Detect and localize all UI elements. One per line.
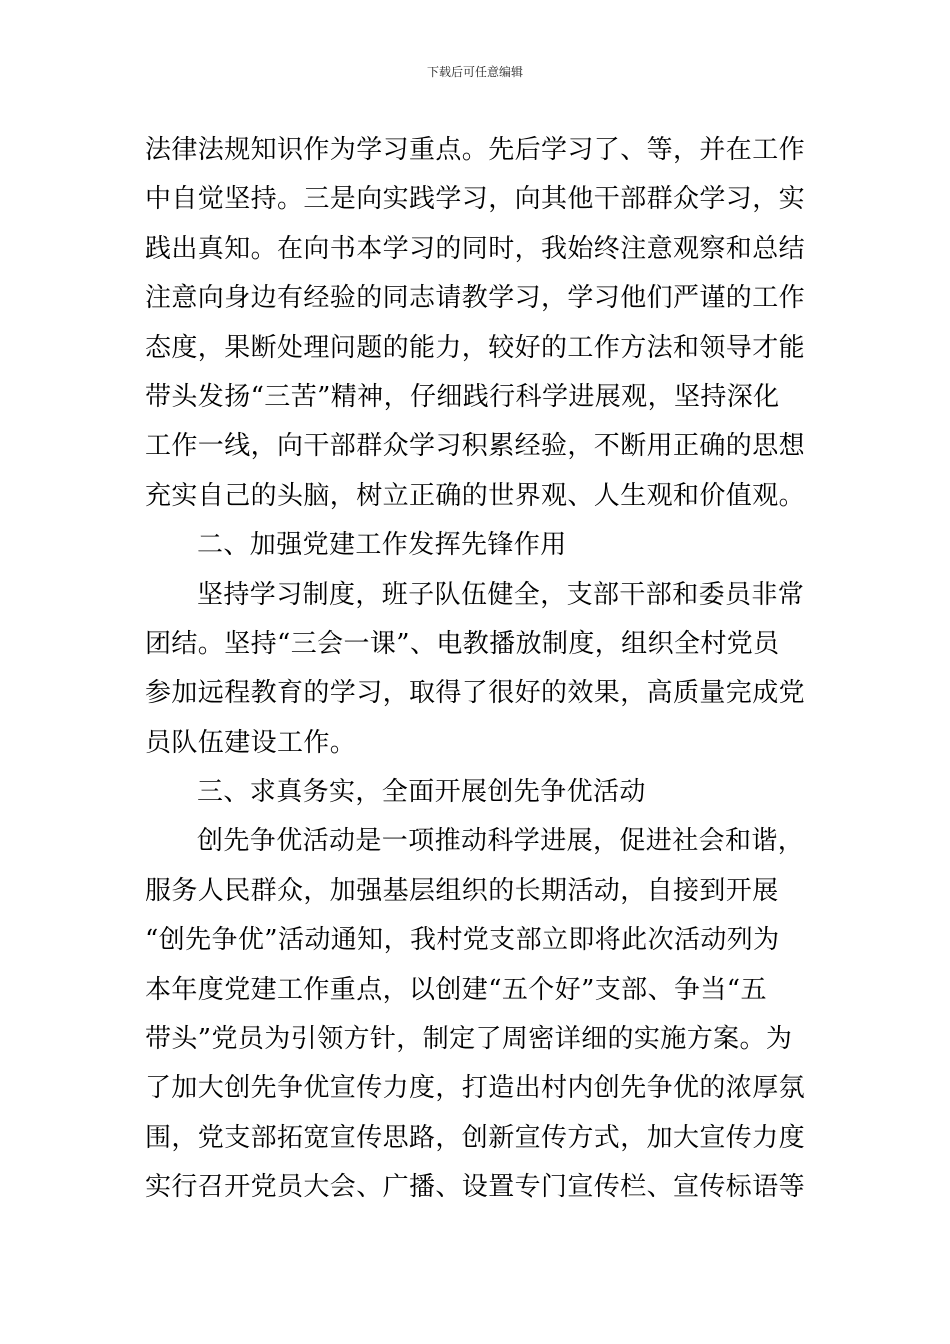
- text-line: 注意向身边有经验的同志请教学习，学习他们严谨的工作: [145, 283, 806, 314]
- text-line: 带头”党员为引领方针，制定了周密详细的实施方案。为: [145, 1024, 793, 1055]
- text-line: 本年度党建工作重点，以创建“五个好”支部、争当“五: [145, 974, 767, 1005]
- text-line: 工作一线，向干部群众学习积累经验，不断用正确的思想: [145, 431, 806, 462]
- text-line: 法律法规知识作为学习重点。先后学习了、等，并在工作: [145, 135, 806, 165]
- text-line: 坚持学习制度，班子队伍健全，支部干部和委员非常: [197, 579, 805, 610]
- section-heading: 三、求真务实，全面开展创先争优活动: [197, 777, 646, 808]
- text-line: 团结。坚持“三会一课”、电教播放制度，组织全村党员: [145, 628, 780, 659]
- text-line: 实行召开党员大会、广播、设置专门宣传栏、宣传标语等: [145, 1172, 806, 1203]
- text-line: 创先争优活动是一项推动科学进展，促进社会和谐，: [197, 826, 805, 857]
- document-body: [145, 126, 807, 1213]
- text-line: 态度，果断处理问题的能力，较好的工作方法和领导才能: [145, 332, 806, 363]
- page-header: 下载后可任意编辑: [426, 65, 523, 79]
- text-line: 了加大创先争优宣传力度，打造出村内创先争优的浓厚氛: [145, 1073, 806, 1104]
- text-line: 参加远程教育的学习，取得了很好的效果，高质量完成党: [145, 678, 806, 709]
- section-heading: 二、加强党建工作发挥先锋作用: [197, 530, 567, 561]
- text-line: 践出真知。在向书本学习的同时，我始终注意观察和总结: [145, 233, 806, 264]
- text-line: “创先争优”活动通知，我村党支部立即将此次活动列为: [145, 925, 780, 956]
- text-line: 带头发扬“三苦”精神，仔细践行科学进展观，坚持深化: [145, 381, 780, 412]
- text-line: 围，党支部拓宽宣传思路，创新宣传方式，加大宣传力度: [145, 1122, 806, 1153]
- text-line: 服务人民群众，加强基层组织的长期活动，自接到开展: [145, 875, 779, 906]
- text-line: 中自觉坚持。三是向实践学习，向其他干部群众学习，实: [145, 184, 806, 215]
- text-line: 员队伍建设工作。: [145, 727, 357, 758]
- text-line: 充实自己的头脑，树立正确的世界观、人生观和价值观。: [145, 480, 806, 511]
